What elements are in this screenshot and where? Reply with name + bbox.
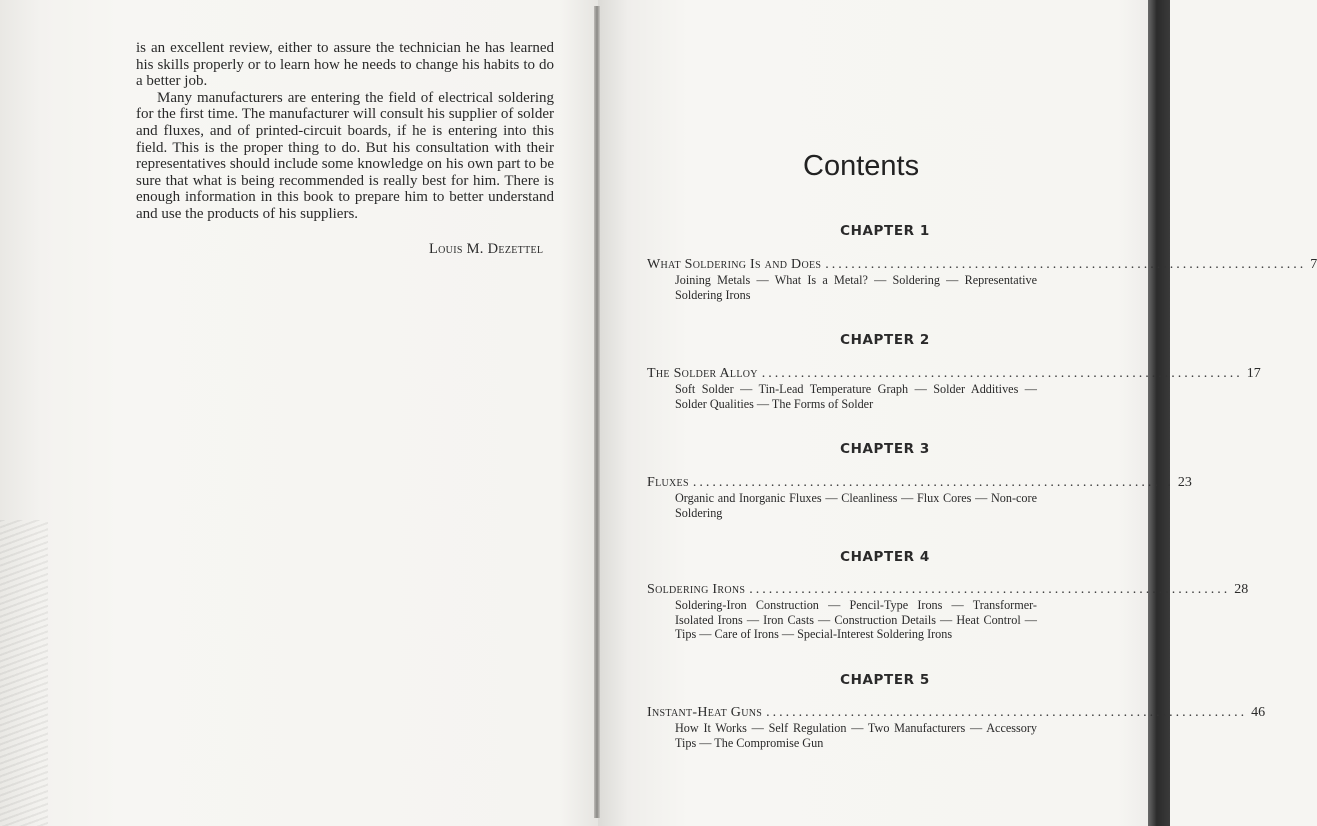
page-title: Contents <box>803 150 920 182</box>
page-number: 17 <box>1246 366 1261 381</box>
author-signature: Louis M. Dezettel <box>429 241 544 257</box>
chapter-topics: Organic and Inorganic Fluxes — Cleanliness — Flux Cores — Non-core Soldering <box>675 491 1037 520</box>
book-gutter <box>594 6 600 818</box>
chapter-title: Instant-Heat Guns <box>647 705 763 720</box>
chapter-topics: Soft Solder — Tin-Lead Temperature Graph — Solder Additives — Solder Qualities — The Forms of Solder <box>675 382 1037 411</box>
right-page <box>598 0 1170 826</box>
dot-leader: .......................................................................... <box>766 705 1248 720</box>
chapter-heading: CHAPTER 5 <box>840 672 930 688</box>
toc-entry <box>647 475 1192 520</box>
toc-entry <box>647 257 1317 302</box>
dot-leader: .......................................................................... <box>692 475 1174 490</box>
chapter-title: What Soldering Is and Does <box>647 257 822 272</box>
scan-edge <box>1148 0 1170 826</box>
page-number: 23 <box>1177 475 1192 490</box>
toc-entry <box>647 366 1261 411</box>
chapter-heading: CHAPTER 2 <box>840 332 930 348</box>
toc-entry <box>647 705 1266 750</box>
dot-leader: .......................................................................... <box>761 366 1243 381</box>
chapter-title: The Solder Alloy <box>647 366 758 381</box>
page-number: 28 <box>1234 582 1249 597</box>
chapter-heading: CHAPTER 4 <box>840 549 930 565</box>
chapter-topics: How It Works — Self Regulation — Two Manufacturers — Accessory Tips — The Compromise Gun <box>675 721 1037 750</box>
dot-leader: .......................................................................... <box>825 257 1307 272</box>
chapter-title: Fluxes <box>647 475 689 490</box>
preface-paragraph: is an excellent review, either to assure the technician he has learned his skills properly or to learn how he needs to change his habits to do a better job. <box>136 40 554 90</box>
chapter-topics: Joining Metals — What Is a Metal? — Soldering — Representative Soldering Irons <box>675 273 1037 302</box>
page-number: 7 <box>1310 257 1317 272</box>
chapter-title: Soldering Irons <box>647 582 746 597</box>
dot-leader: .......................................................................... <box>749 582 1231 597</box>
page-edge-shadow <box>0 520 48 826</box>
chapter-heading: CHAPTER 3 <box>840 441 930 457</box>
chapter-topics: Soldering-Iron Construction — Pencil-Type Irons — Transformer-Isolated Irons — Iron Casts — Construction Details — Heat Control — Tips — Care of Irons — Special-Interest Soldering Irons <box>675 598 1037 641</box>
page-number: 46 <box>1251 705 1266 720</box>
preface-paragraph: Many manufacturers are entering the field of electrical soldering for the first time. The manufacturer will consult his supplier of solder and fluxes, and of printed-circuit boards, if he is entering into this field. This is the proper thing to do. But his consultation with their representatives should include some knowledge on his own part to be sure that what is being recommended is really best for him. There is enough information in this book to prepare him to better understand and use the products of his suppliers. <box>136 89 554 222</box>
chapter-heading: CHAPTER 1 <box>840 223 930 239</box>
toc-entry <box>647 582 1249 642</box>
preface-text <box>136 40 554 223</box>
